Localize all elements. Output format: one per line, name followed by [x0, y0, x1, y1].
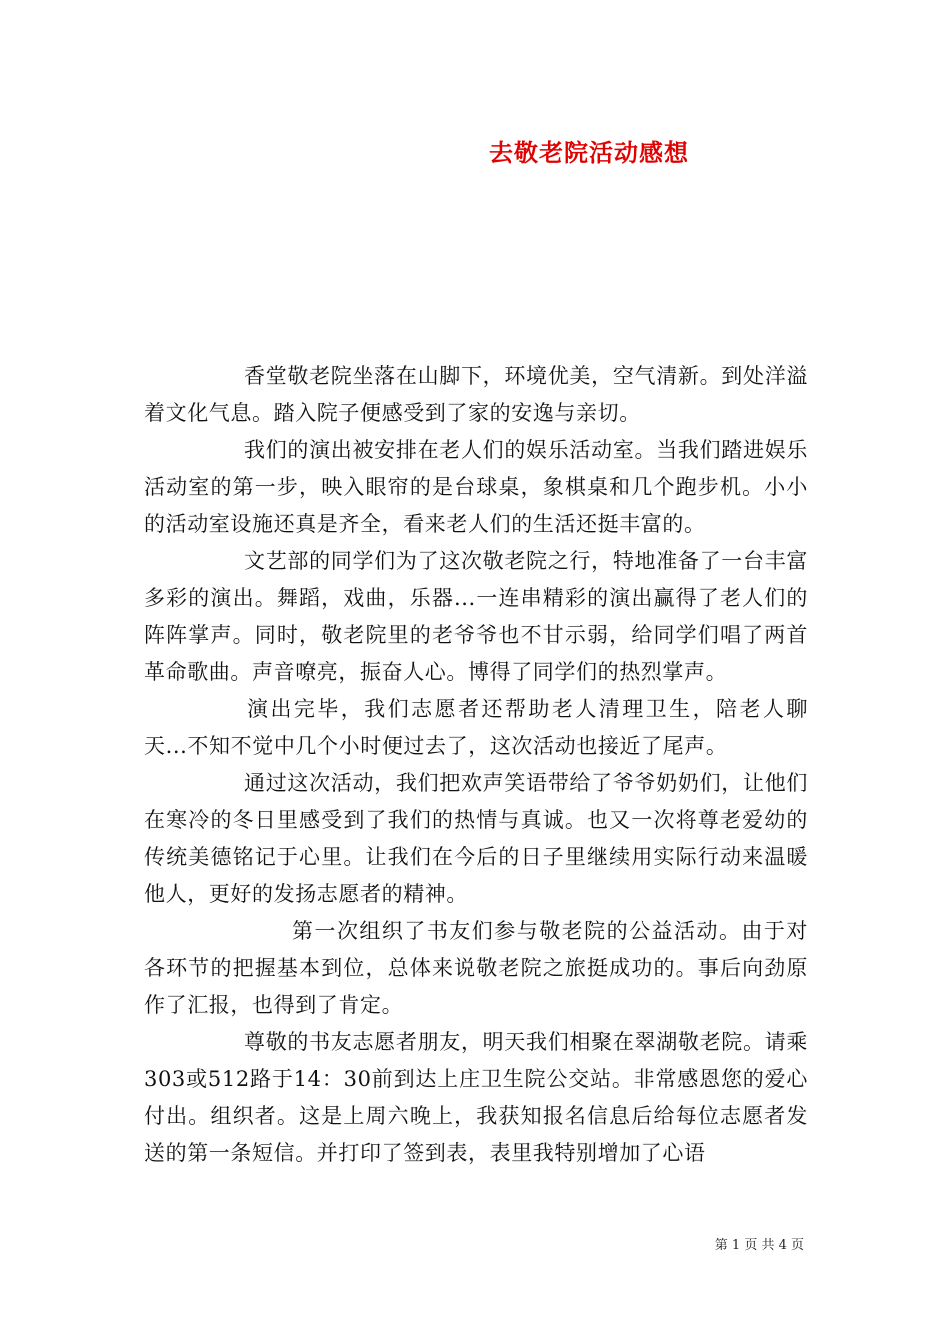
paragraph-4: 演出完毕，我们志愿者还帮助老人清理卫生，陪老人聊天...不知不觉中几个小时便过去了，这次活动也接近了尾声。 — [144, 697, 808, 758]
paragraph-5: 通过这次活动，我们把欢声笑语带给了爷爷奶奶们，让他们在寒冷的冬日里感受到了我们的热情与真诚。也又一次将尊老爱幼的传统美德铭记于心里。让我们在今后的日子里继续用实际行动来温暖他人，更好的发扬志愿者的精神。 — [144, 771, 808, 906]
paragraph-1: 香堂敬老院坐落在山脚下，环境优美，空气清新。到处洋溢着文化气息。踏入院子便感受到了家的安逸与亲切。 — [144, 364, 808, 425]
paragraph-6: 第一次组织了书友们参与敬老院的公益活动。由于对各环节的把握基本到位，总体来说敬老院之旅挺成功的。事后向劲原作了汇报，也得到了肯定。 — [144, 919, 808, 1017]
document-body — [144, 358, 808, 1172]
paragraph-3: 文艺部的同学们为了这次敬老院之行，特地准备了一台丰富多彩的演出。舞蹈，戏曲，乐器...一连串精彩的演出赢得了老人们的阵阵掌声。同时，敬老院里的老爷爷也不甘示弱，给同学们唱了两首革命歌曲。声音嘹亮，振奋人心。博得了同学们的热烈掌声。 — [144, 549, 808, 684]
page-number-footer: 第 1 页 共 4 页 — [714, 1238, 804, 1253]
paragraph-7: 尊敬的书友志愿者朋友，明天我们相聚在翠湖敬老院。请乘303或512路于14：30前到达上庄卫生院公交站。非常感恩您的爱心付出。组织者。这是上周六晚上，我获知报名信息后给每位志愿者发送的第一条短信。并打印了签到表，表里我特别增加了心语 — [144, 1030, 808, 1165]
paragraph-2: 我们的演出被安排在老人们的娱乐活动室。当我们踏进娱乐活动室的第一步，映入眼帘的是台球桌，象棋桌和几个跑步机。小小的活动室设施还真是齐全，看来老人们的生活还挺丰富的。 — [144, 438, 808, 536]
document-title: 去敬老院活动感想 — [489, 138, 689, 167]
